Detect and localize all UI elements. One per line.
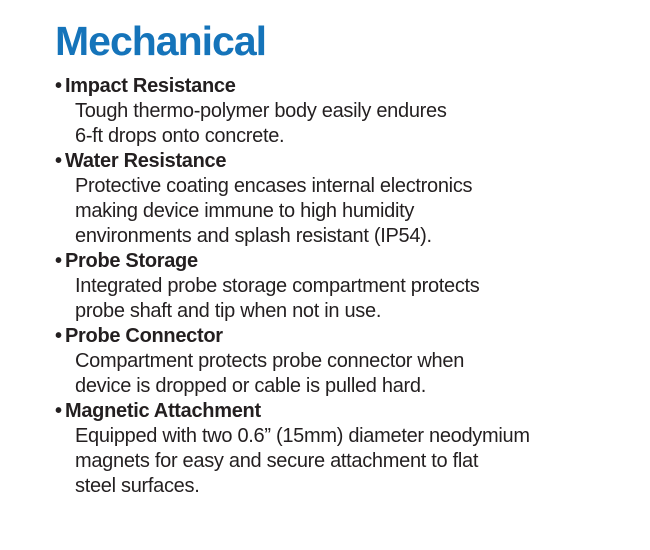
feature-title-row <box>55 324 620 349</box>
bullet-icon: • <box>55 325 62 347</box>
feature-title-row <box>55 74 620 99</box>
feature-title: Magnetic Attachment <box>65 400 261 422</box>
feature-description <box>55 174 620 249</box>
feature-description-line: Equipped with two 0.6” (15mm) diameter neodymium <box>75 425 530 447</box>
feature-description-line: steel surfaces. <box>75 475 200 497</box>
feature-description-line: Compartment protects probe connector when <box>75 350 465 372</box>
list-item <box>55 324 620 399</box>
feature-description <box>55 349 620 399</box>
list-item <box>55 249 620 324</box>
bullet-icon: • <box>55 400 62 422</box>
feature-description <box>55 274 620 324</box>
list-item <box>55 149 620 249</box>
feature-title: Water Resistance <box>65 150 227 172</box>
feature-list <box>55 74 620 499</box>
feature-description-line: Integrated probe storage compartment protects <box>75 275 480 297</box>
feature-title-row <box>55 149 620 174</box>
list-item <box>55 74 620 149</box>
feature-description-line: device is dropped or cable is pulled hard. <box>75 375 426 397</box>
bullet-icon: • <box>55 250 62 272</box>
feature-description-line: making device immune to high humidity <box>75 200 415 222</box>
feature-description-line: 6-ft drops onto concrete. <box>75 125 285 147</box>
feature-title-row <box>55 249 620 274</box>
feature-description <box>55 424 620 499</box>
feature-description-line: Tough thermo-polymer body easily endures <box>75 100 447 122</box>
feature-description-line: probe shaft and tip when not in use. <box>75 300 382 322</box>
feature-description-line: Protective coating encases internal electronics <box>75 175 473 197</box>
feature-title: Impact Resistance <box>65 75 236 97</box>
page-title: Mechanical <box>55 18 267 64</box>
feature-title: Probe Storage <box>65 250 198 272</box>
feature-title: Probe Connector <box>65 325 223 347</box>
feature-title-row <box>55 399 620 424</box>
feature-description-line: environments and splash resistant (IP54). <box>75 225 432 247</box>
bullet-icon: • <box>55 75 62 97</box>
feature-description-line: magnets for easy and secure attachment to flat <box>75 450 479 472</box>
list-item <box>55 399 620 499</box>
bullet-icon: • <box>55 150 62 172</box>
feature-description <box>55 99 620 149</box>
